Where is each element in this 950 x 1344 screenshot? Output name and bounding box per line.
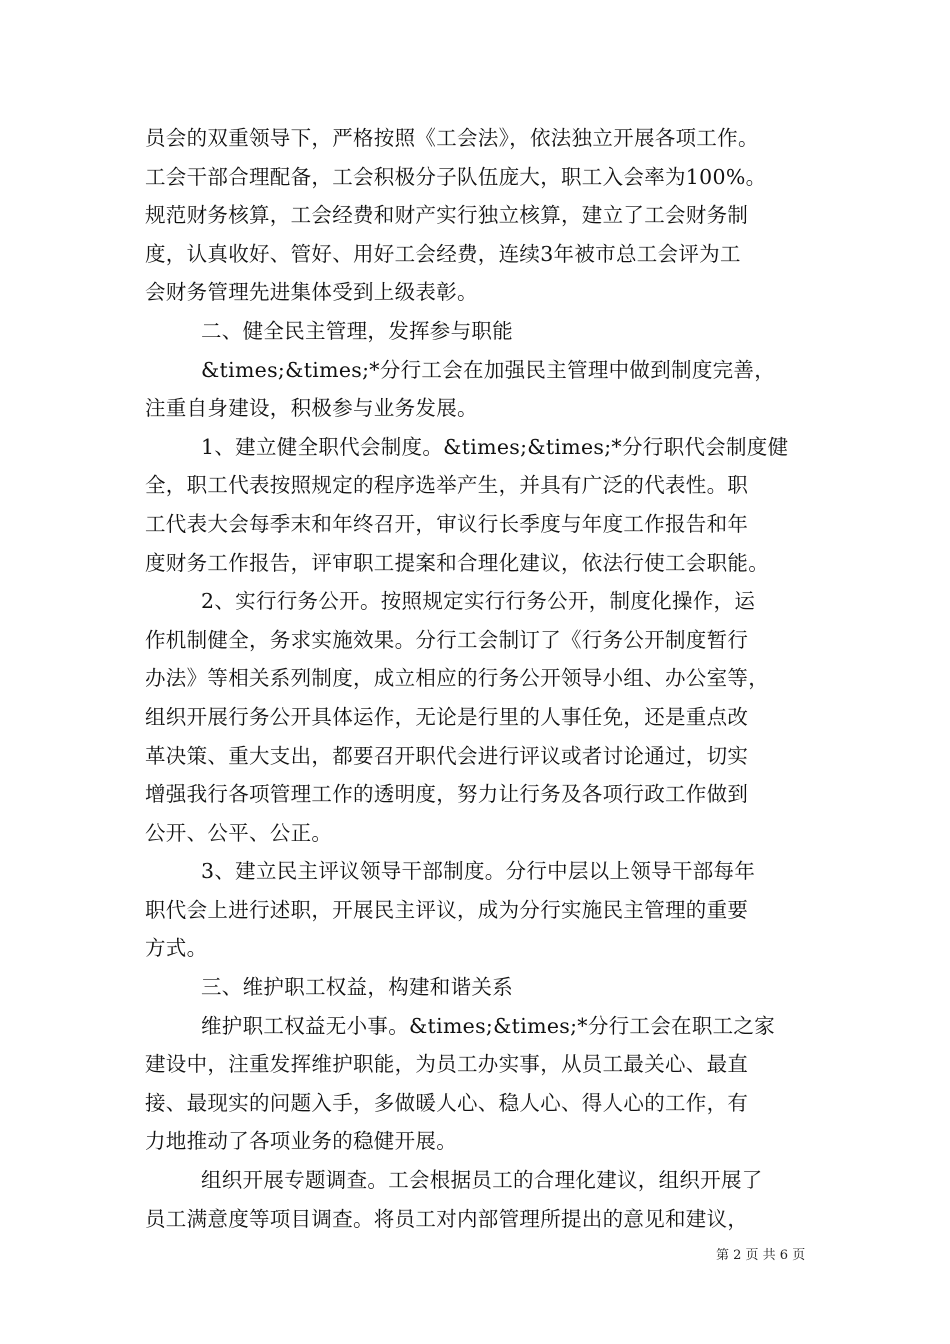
text-line: 注重自身建设，积极参与业务发展。 xyxy=(145,396,478,421)
text-line: 组织开展专题调查。工会根据员工的合理化建议，组织开展了 xyxy=(201,1168,763,1193)
text-line: 三、维护职工权益，构建和谐关系 xyxy=(201,975,513,1000)
page-number-footer: 第 2 页 共 6 页 xyxy=(716,1248,806,1263)
text-line: 革决策、重大支出，都要召开职代会进行评议或者讨论通过，切实 xyxy=(145,743,749,768)
text-line: 公开、公平、公正。 xyxy=(145,820,333,845)
text-line: 增强我行各项管理工作的透明度，努力让行务及各项行政工作做到 xyxy=(145,782,749,807)
text-line: &times;&times;*分行工会在加强民主管理中做到制度完善， xyxy=(201,357,776,382)
text-line: 员工满意度等项目调查。将员工对内部管理所提出的意见和建议， xyxy=(145,1206,749,1231)
text-line: 度，认真收好、管好、用好工会经费，连续3年被市总工会评为工 xyxy=(145,241,741,266)
text-line: 2、实行行务公开。按照规定实行行务公开，制度化操作，运 xyxy=(201,589,756,614)
text-line: 工会干部合理配备，工会积极分子队伍庞大，职工入会率为100%。 xyxy=(145,164,767,189)
text-line: 建设中，注重发挥维护职能，为员工办实事，从员工最关心、最直 xyxy=(145,1052,749,1077)
text-line: 接、最现实的问题入手，多做暖人心、稳人心、得人心的工作，有 xyxy=(145,1090,749,1115)
text-line: 会财务管理先进集体受到上级表彰。 xyxy=(145,280,478,305)
text-line: 组织开展行务公开具体运作，无论是行里的人事任免，还是重点改 xyxy=(145,704,749,729)
text-line: 维护职工权益无小事。&times;&times;*分行工会在职工之家 xyxy=(201,1013,776,1038)
text-line: 全，职工代表按照规定的程序选举产生，并具有广泛的代表性。职 xyxy=(145,473,749,498)
text-line: 职代会上进行述职，开展民主评议，成为分行实施民主管理的重要 xyxy=(145,897,749,922)
text-line: 二、健全民主管理，发挥参与职能 xyxy=(201,318,513,343)
text-line: 作机制健全，务求实施效果。分行工会制订了《行务公开制度暂行 xyxy=(145,627,749,652)
body-text xyxy=(145,119,825,1238)
text-line: 办法》等相关系列制度，成立相应的行务公开领导小组、办公室等， xyxy=(145,666,769,691)
text-line: 度财务工作报告，评审职工提案和合理化建议，依法行使工会职能。 xyxy=(145,550,769,575)
text-line: 规范财务核算，工会经费和财产实行独立核算，建立了工会财务制 xyxy=(145,203,749,228)
text-line: 1、建立健全职代会制度。&times;&times;*分行职代会制度健 xyxy=(201,434,789,459)
text-line: 工代表大会每季末和年终召开，审议行长季度与年度工作报告和年 xyxy=(145,511,749,536)
text-line: 力地推动了各项业务的稳健开展。 xyxy=(145,1129,457,1154)
text-line: 方式。 xyxy=(145,936,208,961)
text-line: 3、建立民主评议领导干部制度。分行中层以上领导干部每年 xyxy=(201,859,756,884)
text-line: 员会的双重领导下，严格按照《工会法》，依法独立开展各项工作。 xyxy=(145,126,759,150)
